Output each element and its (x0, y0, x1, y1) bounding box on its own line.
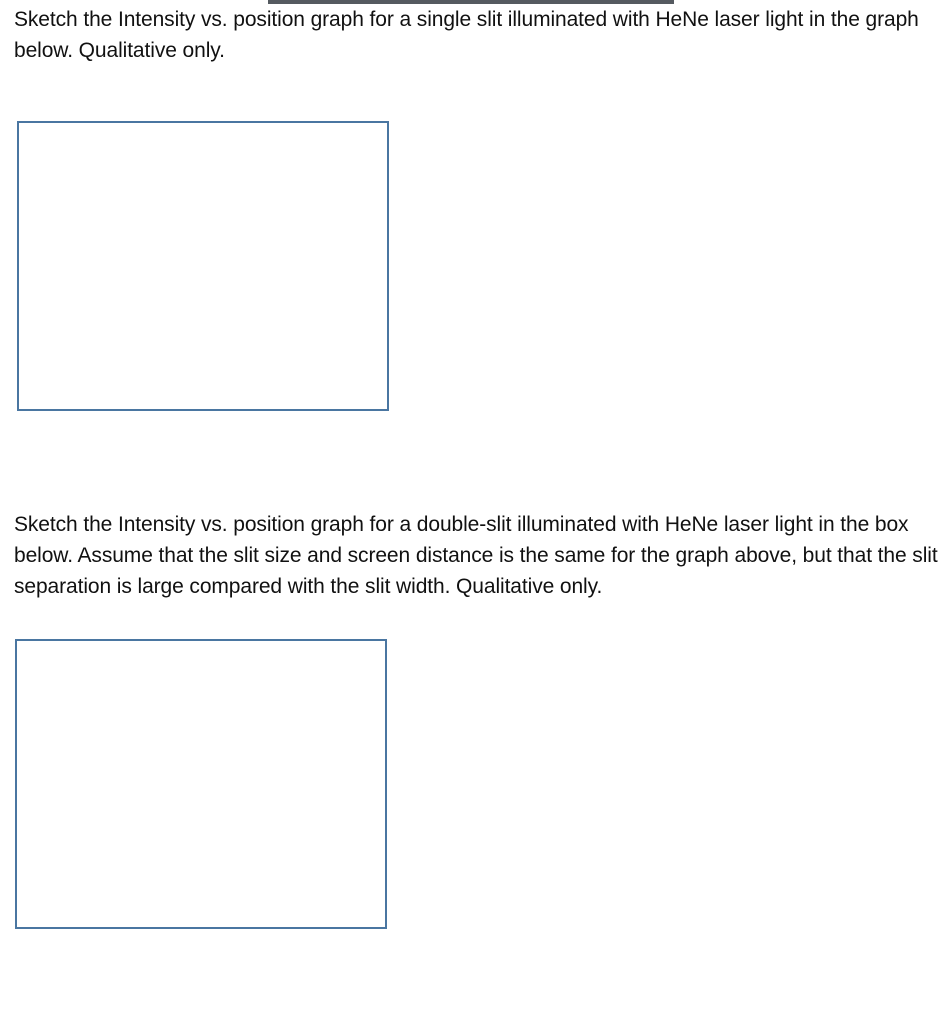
double-slit-sketch-box[interactable] (15, 639, 387, 929)
question-1-prompt: Sketch the Intensity vs. position graph for a single slit illuminated with HeNe laser light in the graph below. Qualitative only. (14, 8, 919, 62)
question-2-prompt: Sketch the Intensity vs. position graph for a double-slit illuminated with HeNe laser light in the box below. Assume that the slit size and screen distance is the same for the graph above, but that the slit separation is large compared with the slit width. Qualitative only. (14, 513, 938, 598)
single-slit-sketch-box[interactable] (17, 121, 389, 411)
